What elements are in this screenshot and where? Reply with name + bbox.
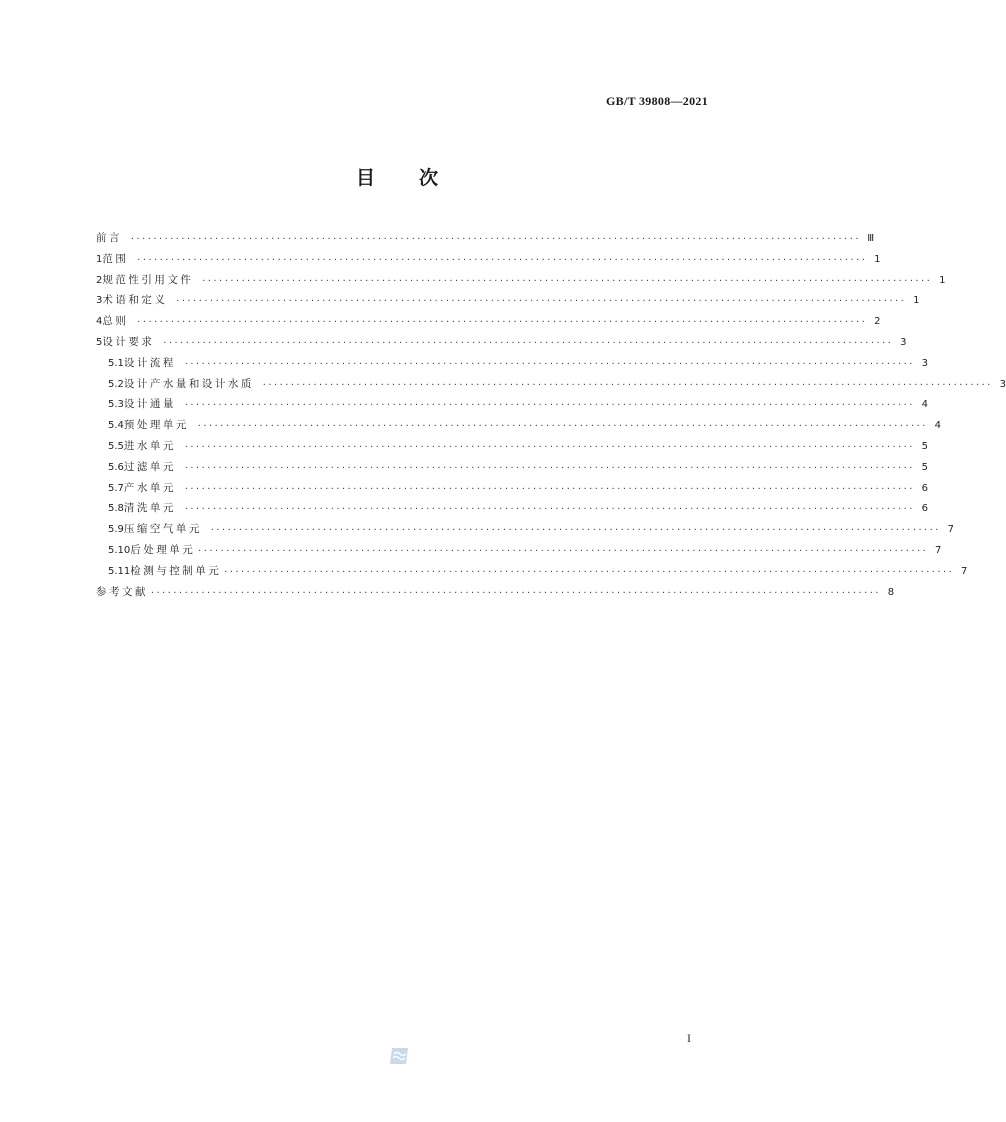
toc-entry-title: 后处理单元 [130, 543, 196, 556]
toc-entry-2[interactable] [96, 270, 946, 291]
toc-entry-page: 6 [921, 503, 929, 515]
toc-leader-dots: ·································································································································· [196, 421, 928, 431]
toc-entry-page: 7 [947, 524, 955, 536]
page-number: I [687, 1031, 691, 1045]
toc-leader-dots: ·································································································································· [223, 566, 954, 576]
toc-entry-title: 清洗单元 [123, 502, 176, 515]
toc-leader-dots: ·································································································································· [175, 296, 906, 306]
toc-entry-5-5[interactable] [96, 436, 929, 457]
toc-entry-title: 预处理单元 [123, 419, 189, 432]
toc-entry-page: 1 [939, 274, 946, 286]
toc-entry-5-10[interactable] [96, 540, 942, 561]
toc-entry-number: 5.2 [108, 378, 124, 390]
toc-entry-title: 设计要求 [102, 335, 155, 348]
standard-number: GB/T 39808—2021 [606, 94, 708, 108]
toc-leader-dots: ·································································································································· [183, 441, 915, 451]
toc-entry-number: 3 [96, 295, 103, 307]
toc-entry-number: 4 [96, 316, 103, 328]
toc-entry-bibliography[interactable] [96, 582, 895, 603]
toc-entry-5[interactable] [96, 332, 907, 353]
toc-entry-page: 7 [935, 544, 942, 556]
toc-leader-dots: ·································································································································· [136, 254, 867, 264]
toc-entry-title: 术语和定义 [102, 294, 168, 307]
toc-entry-page: 3 [900, 336, 907, 348]
toc-entry-5-6[interactable] [96, 457, 929, 478]
toc-entry-page: 8 [887, 586, 895, 598]
toc-title-char: 次 [419, 167, 439, 189]
toc-entry-page: 2 [874, 316, 881, 328]
toc-entry-page: 1 [913, 295, 920, 307]
toc-entry-number: 5.6 [108, 461, 124, 473]
toc-leader-dots: ·································································································································· [150, 587, 881, 597]
toc-entry-page: 5 [921, 440, 929, 452]
toc-entry-title: 检测与控制单元 [130, 564, 222, 577]
toc-entry-number: 5.9 [108, 524, 124, 536]
toc-leader-dots: ·································································································································· [197, 545, 928, 555]
toc-entry-page: 6 [921, 482, 929, 494]
toc-entry-page: 4 [934, 420, 942, 432]
toc-entry-number: 1 [96, 253, 103, 265]
toc-entry-number: 5.10 [108, 544, 131, 556]
toc-title-char: 目 [355, 167, 375, 189]
toc-entry-page: Ⅲ [867, 233, 875, 244]
toc-entry-title: 范围 [102, 252, 129, 265]
toc-entry-number: 5.3 [108, 399, 124, 411]
toc-leader-dots: ·································································································································· [183, 358, 915, 368]
toc-entry-title: 过滤单元 [123, 460, 176, 473]
toc-entry-title: 参考文献 [96, 585, 148, 598]
toc-entry-5-8[interactable] [96, 498, 929, 519]
toc-entry-3[interactable] [96, 290, 920, 311]
toc-leader-dots: ·································································································································· [209, 525, 941, 535]
toc-entry-page: 7 [961, 565, 968, 577]
toc-entry-page: 1 [874, 253, 881, 265]
toc-leader-dots: ·································································································································· [261, 379, 993, 389]
toc-leader-dots: ·································································································································· [130, 234, 861, 243]
toc-entry-5-11[interactable] [96, 561, 968, 582]
toc-entry-5-9[interactable] [96, 519, 955, 540]
toc-entry-4[interactable] [96, 311, 881, 332]
toc-entry-title: 设计通量 [123, 398, 176, 411]
toc-entry-number: 5.5 [108, 440, 124, 452]
toc-leader-dots: ·································································································································· [136, 317, 867, 327]
toc-entry-number: 5.11 [108, 565, 131, 577]
toc-entry-title: 总则 [102, 315, 129, 328]
toc-entry-1[interactable] [96, 249, 881, 270]
toc-entry-title: 前言 [96, 232, 122, 244]
toc-entry-5-7[interactable] [96, 478, 929, 499]
toc-entry-number: 2 [96, 274, 103, 286]
toc-entry-5-2[interactable] [96, 374, 1006, 395]
table-of-contents [96, 228, 1006, 602]
toc-entry-number: 5.1 [108, 357, 124, 369]
toc-entry-number: 5.8 [108, 503, 124, 515]
toc-entry-title: 设计产水量和设计水质 [123, 377, 254, 390]
toc-leader-dots: ·································································································································· [183, 483, 915, 493]
toc-entry-title: 规范性引用文件 [102, 273, 194, 286]
toc-entry-title: 进水单元 [123, 439, 176, 452]
toc-leader-dots: ·································································································································· [183, 504, 915, 514]
toc-entry-page: 3 [921, 357, 929, 369]
toc-entry-5-3[interactable] [96, 394, 929, 415]
toc-leader-dots: ·································································································································· [201, 275, 932, 285]
toc-entry-5-4[interactable] [96, 415, 942, 436]
toc-entry-title: 压缩空气单元 [123, 523, 202, 536]
toc-leader-dots: ·································································································································· [183, 400, 915, 410]
toc-entry-5-1[interactable] [96, 353, 929, 374]
toc-entry-foreword[interactable] [96, 228, 875, 249]
sac-logo-icon [388, 1046, 410, 1066]
toc-entry-number: 5.4 [108, 420, 124, 432]
toc-title [0, 163, 794, 190]
toc-entry-page: 4 [921, 399, 929, 411]
toc-entry-number: 5.7 [108, 482, 124, 494]
toc-entry-title: 产水单元 [123, 481, 176, 494]
toc-entry-number: 5 [96, 336, 103, 348]
toc-leader-dots: ·································································································································· [162, 337, 893, 347]
toc-leader-dots: ·································································································································· [183, 462, 915, 472]
toc-entry-title: 设计流程 [123, 356, 176, 369]
toc-entry-page: 5 [921, 461, 929, 473]
toc-entry-page: 3 [999, 378, 1006, 390]
